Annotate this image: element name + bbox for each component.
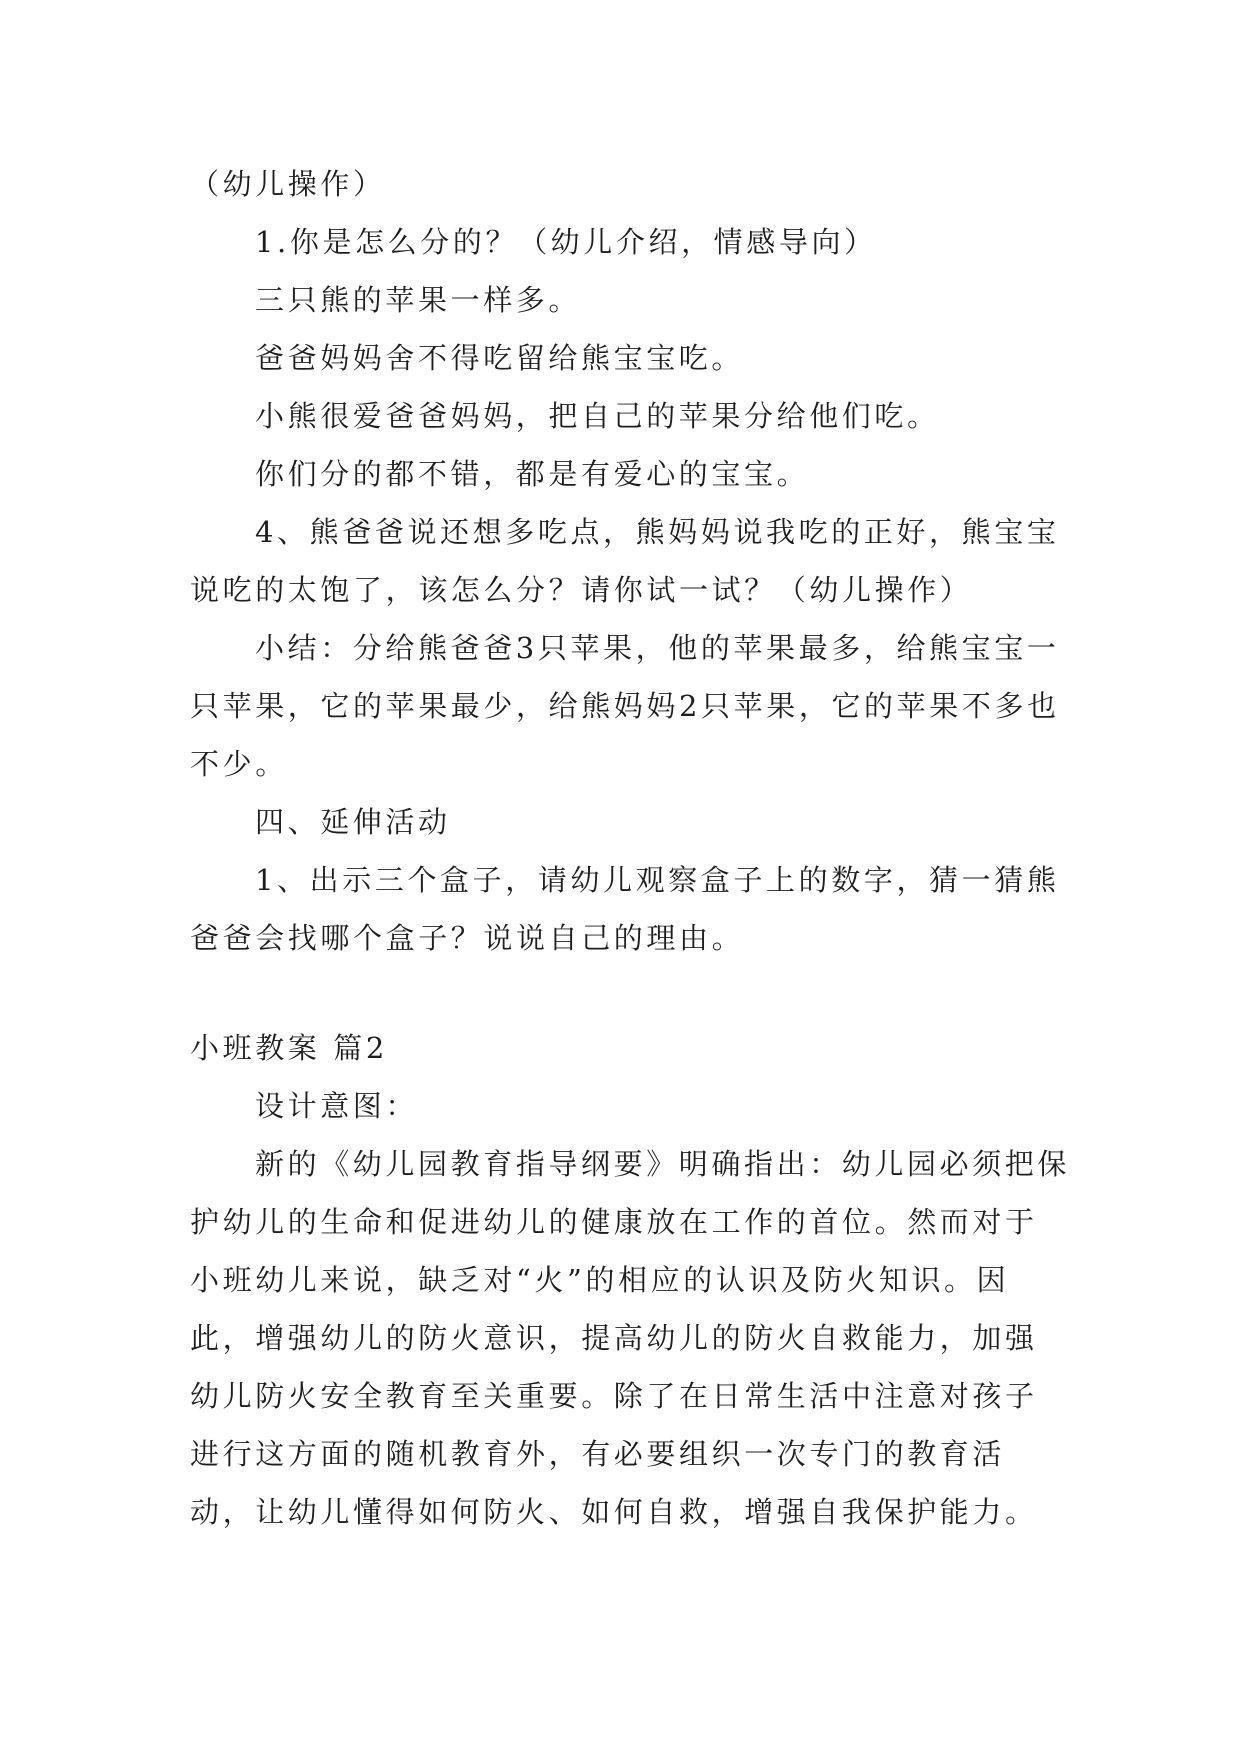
paragraph: 你们分的都不错，都是有爱心的宝宝。 xyxy=(255,457,810,491)
document-body xyxy=(190,155,1070,1541)
section-title: 小班教案 篇2 xyxy=(190,1031,388,1065)
paragraph: 1、出示三个盒子，请幼儿观察盒子上的数字，猜一猜熊爸爸会找哪个盒子？说说自己的理由。 xyxy=(190,863,1060,955)
paragraph: 三只熊的苹果一样多。 xyxy=(255,283,582,317)
paragraph: 4、熊爸爸说还想多吃点，熊妈妈说我吃的正好，熊宝宝说吃的太饱了，该怎么分？请你试一试？（幼儿操作） xyxy=(190,515,1060,607)
paragraph: 新的《幼儿园教育指导纲要》明确指出：幼儿园必须把保护幼儿的生命和促进幼儿的健康放在工作的首位。然而对于小班幼儿来说，缺乏对“火”的相应的认识及防火知识。因此，增强幼儿的防火意识，提高幼儿的防火自救能力，加强幼儿防火安全教育至关重要。除了在日常生活中注意对孩子进行这方面的随机教育外，有必要组织一次专门的教育活动，让幼儿懂得如何防火、如何自救，增强自我保护能力。 xyxy=(190,1147,1071,1529)
paragraph: 小熊很爱爸爸妈妈，把自己的苹果分给他们吃。 xyxy=(255,399,940,433)
paragraph: 1.你是怎么分的？（幼儿介绍，情感导向） xyxy=(255,225,877,259)
paragraph: 设计意图： xyxy=(255,1089,419,1123)
section-gap xyxy=(190,967,1070,1019)
paragraph: 小结：分给熊爸爸3只苹果，他的苹果最多，给熊宝宝一只苹果，它的苹果最少，给熊妈妈2只苹果，它的苹果不多也不少。 xyxy=(190,631,1060,781)
paragraph: （幼儿操作） xyxy=(190,167,386,201)
paragraph: 爸爸妈妈舍不得吃留给熊宝宝吃。 xyxy=(255,341,745,375)
paragraph: 四、延伸活动 xyxy=(255,805,451,839)
